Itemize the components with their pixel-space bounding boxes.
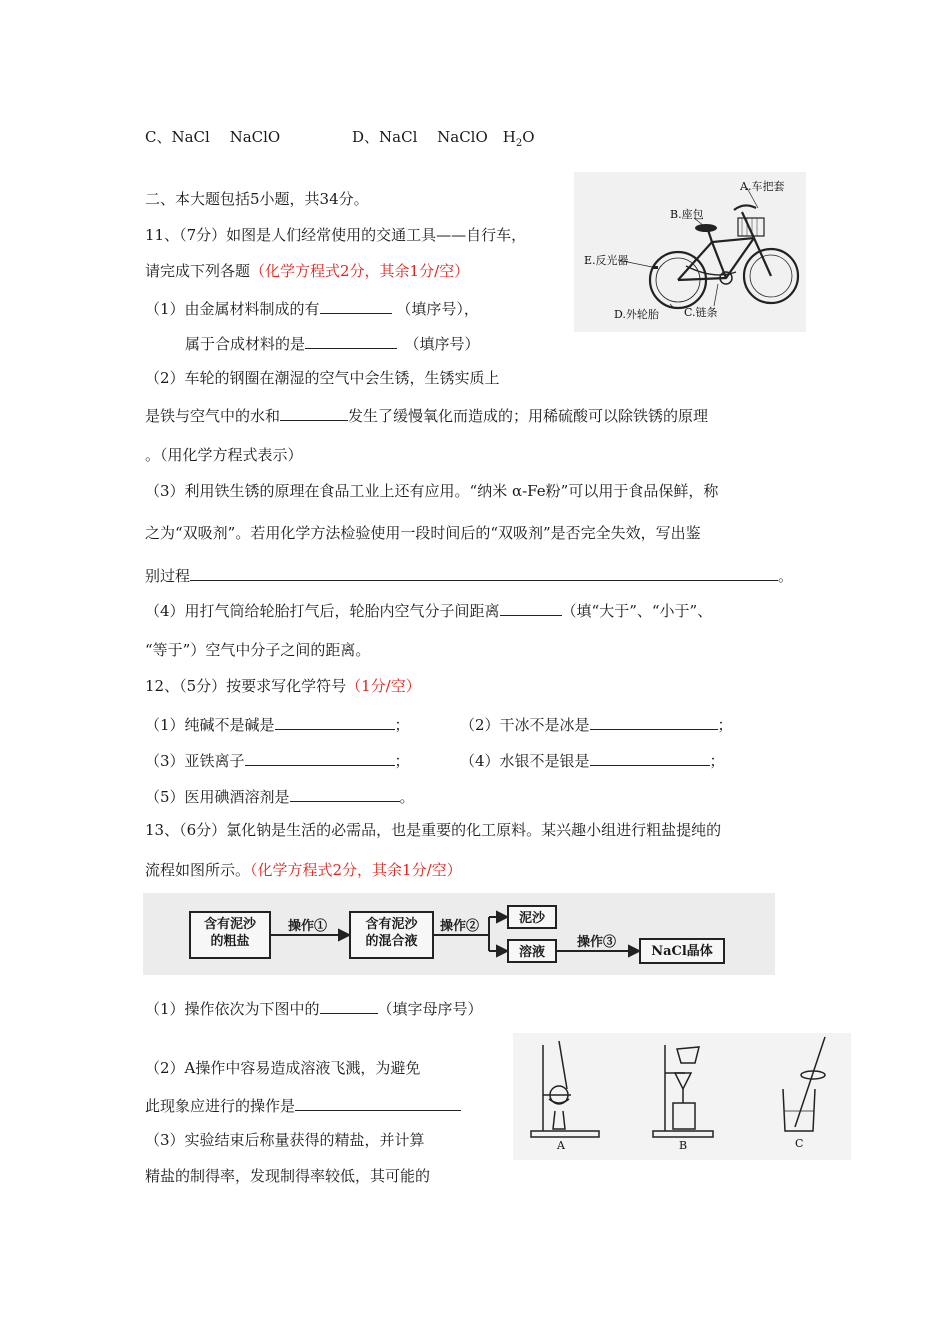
q11-scoring: （化学方程式2分，其余1分/空） — [250, 262, 470, 280]
bicycle-figure — [574, 172, 806, 332]
q13-line1: 13、（6分）氯化钠是生活的必需品，也是重要的化工原料。某兴趣小组进行粗盐提纯的 — [145, 821, 722, 839]
section-heading: 二、本大题包括5小题，共34分。 — [145, 190, 369, 208]
q11-part3a: （3）利用铁生锈的原理在食品工业上还有应用。“纳米 α-Fe粉”可以用于食品保鲜，称 — [145, 482, 719, 500]
q13-line2: 流程如图所示。（化学方程式2分，其余1分/空） — [145, 861, 462, 879]
flow-box-mixture: 含有泥沙 的混合液 — [349, 911, 434, 959]
bike-label-a: A.车把套 — [740, 180, 785, 193]
answer-blank[interactable] — [590, 749, 710, 766]
q11-part1b: 属于合成材料的是 （填序号） — [185, 332, 480, 354]
answer-blank[interactable] — [320, 997, 378, 1014]
answer-blank[interactable] — [280, 404, 348, 421]
flow-op2: 操作② — [440, 919, 480, 934]
flow-box-crude-salt: 含有泥沙 的粗盐 — [189, 911, 271, 959]
answer-blank[interactable] — [245, 749, 395, 766]
q11-part2c: 。（用化学方程式表示） — [145, 446, 303, 464]
answer-blank[interactable] — [190, 564, 778, 581]
q13-part2b: 此现象应进行的操作是 — [145, 1094, 461, 1116]
answer-blank[interactable] — [275, 713, 395, 730]
option-d: D、NaCl NaClO $H_2O$ — [352, 128, 535, 149]
q13-scoring: （化学方程式2分，其余1分/空） — [250, 861, 462, 879]
answer-blank[interactable] — [590, 713, 718, 730]
q11-part3c: 别过程 。 — [145, 564, 793, 586]
q11-part1a: （1）由金属材料制成的有 （填序号）， — [145, 297, 479, 319]
q12-item1: （1）纯碱不是碱是 ； — [145, 713, 410, 735]
answer-blank[interactable] — [305, 332, 397, 349]
q11-part2a: （2）车轮的钢圈在潮湿的空气中会生锈，生锈实质上 — [145, 369, 500, 387]
flow-box-nacl-crystal: NaCl晶体 — [639, 938, 725, 964]
flow-op3: 操作③ — [577, 935, 617, 950]
answer-blank[interactable] — [290, 785, 400, 802]
q12-scoring: （1分/空） — [346, 677, 421, 695]
flow-box-sand: 泥沙 — [507, 905, 557, 929]
purification-flowchart — [143, 893, 775, 975]
bike-label-e: E.反光器 — [584, 254, 629, 267]
bike-label-c: C.链条 — [684, 306, 718, 319]
q12-item5: （5）医用碘酒溶剂是 。 — [145, 785, 415, 807]
q11-part4a: （4）用打气筒给轮胎打气后，轮胎内空气分子间距离 （填“大于”、“小于”、 — [145, 599, 712, 621]
q11-part3b: 之为“双吸剂”。若用化学方法检验使用一段时间后的“双吸剂”是否完全失效，写出鉴 — [145, 524, 701, 542]
bike-label-d: D.外轮胎 — [614, 308, 659, 321]
q13-part1: （1）操作依次为下图中的 （填字母序号） — [145, 997, 483, 1019]
q12-item2: （2）干冰不是冰是 ； — [460, 713, 733, 735]
q11-line2: 请完成下列各题（化学方程式2分，其余1分/空） — [145, 262, 470, 280]
answer-blank[interactable] — [320, 297, 392, 314]
q11-line1: 11、（7分）如图是人们经常使用的交通工具——自行车， — [145, 226, 527, 244]
apparatus-figure — [513, 1033, 851, 1160]
q12-item4: （4）水银不是银是 ； — [460, 749, 725, 771]
answer-blank[interactable] — [500, 599, 562, 616]
flow-op1: 操作① — [288, 919, 328, 934]
q12-item3: （3）亚铁离子 ； — [145, 749, 410, 771]
q11-part4b: “等于”）空气中分子之间的距离。 — [145, 641, 371, 659]
q13-part3b: 精盐的制得率，发现制得率较低，其可能的 — [145, 1167, 431, 1185]
q12-title: 12、（5分）按要求写化学符号（1分/空） — [145, 677, 421, 695]
q11-part2b: 是铁与空气中的水和 发生了缓慢氧化而造成的；用稀硫酸可以除铁锈的原理 — [145, 404, 708, 426]
answer-blank[interactable] — [295, 1094, 461, 1111]
apparatus-label-c: C — [795, 1137, 804, 1150]
option-c: C、NaCl NaClO — [145, 128, 281, 146]
flow-box-solution: 溶液 — [507, 939, 557, 963]
apparatus-label-a: A — [557, 1139, 565, 1152]
apparatus-label-b: B — [679, 1139, 688, 1152]
q13-part3a: （3）实验结束后称量获得的精盐，并计算 — [145, 1131, 425, 1149]
q13-part2a: （2）A操作中容易造成溶液飞溅，为避免 — [145, 1059, 421, 1077]
bike-label-b: B.座包 — [670, 208, 704, 221]
